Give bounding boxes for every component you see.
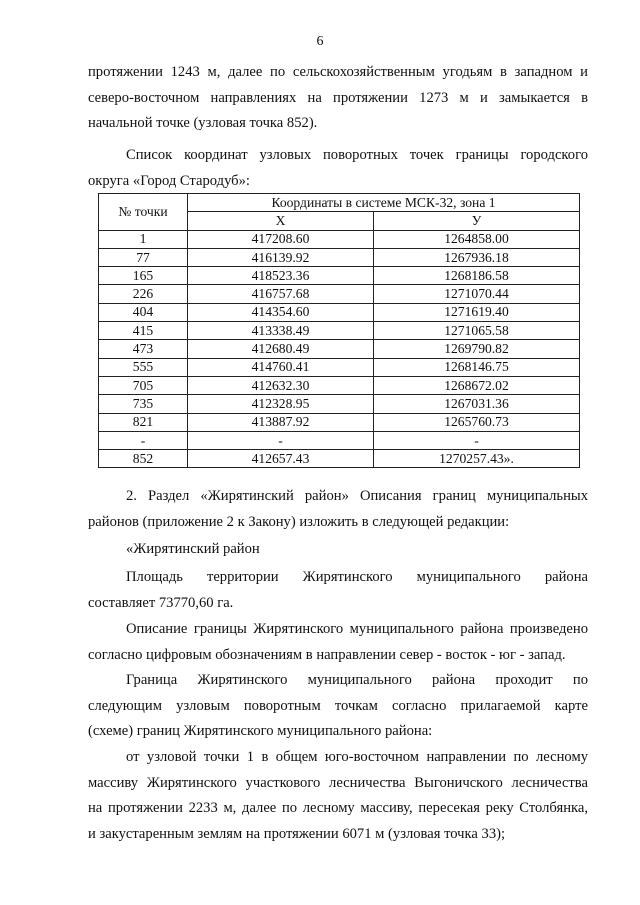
cell-x: 412680.49 — [188, 340, 374, 358]
cell-y: - — [374, 431, 580, 449]
intro-paragraph — [88, 60, 588, 137]
cell-x: 418523.36 — [188, 267, 374, 285]
text-line: протяжении 1243 м, далее по сельскохозяйственным угодьям в западном и — [88, 64, 588, 80]
cell-x: 417208.60 — [188, 230, 374, 248]
table-row — [99, 230, 580, 248]
header-point-number: № точки — [99, 194, 188, 231]
cell-y: 1271070.44 — [374, 285, 580, 303]
route-paragraph — [88, 745, 588, 847]
table-row — [99, 248, 580, 266]
cell-y: 1268672.02 — [374, 376, 580, 394]
area-paragraph — [88, 565, 588, 616]
text-line: начальной точке (узловая точка 852). — [88, 115, 318, 131]
text-line: округа «Город Стародуб»: — [88, 172, 250, 189]
text-line: районов (приложение 2 к Закону) изложить в следующей редакции: — [88, 513, 510, 530]
coordinates-list-title — [88, 143, 588, 194]
text-line: «Жирятинский район — [126, 541, 260, 557]
text-line: Список координат узловых поворотных точек границы городского — [126, 147, 588, 163]
coordinates-table — [98, 193, 580, 468]
cell-y: 1268146.75 — [374, 358, 580, 376]
table-row — [99, 303, 580, 321]
header-coordinates: Координаты в системе МСК-32, зона 1 — [188, 194, 580, 212]
table-row — [99, 413, 580, 431]
cell-y: 1265760.73 — [374, 413, 580, 431]
text-line: и закустаренным землям на протяжении 6071 м (узловая точка 33); — [88, 825, 506, 842]
cell-x: 412328.95 — [188, 395, 374, 413]
cell-x: - — [188, 431, 374, 449]
table-row — [99, 431, 580, 449]
text-line: Площадь территории Жирятинского муниципального района — [126, 569, 588, 585]
table-row — [99, 267, 580, 285]
table-row — [99, 285, 580, 303]
table-row — [99, 450, 580, 468]
text-line: согласно цифровым обозначениям в направлении север - восток - юг - запад. — [88, 646, 566, 663]
table-body — [99, 230, 580, 468]
cell-y: 1269790.82 — [374, 340, 580, 358]
cell-x: 413338.49 — [188, 322, 374, 340]
cell-point-number: 415 — [99, 322, 188, 340]
cell-x: 414354.60 — [188, 303, 374, 321]
text-line: следующим узловым поворотным точкам согласно прилагаемой карте — [88, 697, 588, 714]
cell-point-number: 404 — [99, 303, 188, 321]
cell-x: 416139.92 — [188, 248, 374, 266]
cell-y: 1264858.00 — [374, 230, 580, 248]
header-y: У — [374, 212, 580, 230]
cell-point-number: 705 — [99, 376, 188, 394]
text-line: Граница Жирятинского муниципального района проходит по — [126, 672, 588, 688]
table-row — [99, 376, 580, 394]
text-line: на протяжении 2233 м, далее по лесному массиву, пересекая реку Столбянка, — [88, 800, 588, 816]
table-row — [99, 358, 580, 376]
cell-point-number: 165 — [99, 267, 188, 285]
cell-y: 1267031.36 — [374, 395, 580, 413]
table-row — [99, 395, 580, 413]
cell-point-number: - — [99, 431, 188, 449]
cell-point-number: 226 — [99, 285, 188, 303]
cell-y: 1271065.58 — [374, 322, 580, 340]
cell-y: 1270257.43». — [374, 450, 580, 468]
text-line: 2. Раздел «Жирятинский район» Описания границ муниципальных — [126, 488, 588, 504]
cell-point-number: 821 — [99, 413, 188, 431]
text-line: Описание границы Жирятинского муниципального района произведено — [126, 621, 588, 637]
text-line: (схеме) границ Жирятинского муниципального района: — [88, 723, 433, 739]
text-line: массиву Жирятинского участкового лесничества Выгоничского лесничества — [88, 774, 588, 791]
table-row — [99, 340, 580, 358]
cell-point-number: 555 — [99, 358, 188, 376]
cell-y: 1268186.58 — [374, 267, 580, 285]
cell-x: 414760.41 — [188, 358, 374, 376]
description-paragraph — [88, 617, 588, 668]
border-paragraph — [88, 668, 588, 745]
cell-y: 1267936.18 — [374, 248, 580, 266]
section-2-paragraph — [88, 484, 588, 535]
cell-x: 412657.43 — [188, 450, 374, 468]
header-x: Х — [188, 212, 374, 230]
cell-point-number: 473 — [99, 340, 188, 358]
text-line: северо-восточном направлениях на протяжении 1273 м и замыкается в — [88, 89, 588, 106]
cell-point-number: 735 — [99, 395, 188, 413]
cell-y: 1271619.40 — [374, 303, 580, 321]
cell-x: 416757.68 — [188, 285, 374, 303]
cell-point-number: 852 — [99, 450, 188, 468]
cell-point-number: 1 — [99, 230, 188, 248]
table-row — [99, 322, 580, 340]
page-number: 6 — [316, 34, 324, 49]
text-line: от узловой точки 1 в общем юго-восточном направлении по лесному — [126, 749, 588, 765]
text-line: составляет 73770,60 га. — [88, 594, 234, 611]
district-heading — [88, 537, 588, 563]
cell-point-number: 77 — [99, 248, 188, 266]
cell-x: 413887.92 — [188, 413, 374, 431]
cell-x: 412632.30 — [188, 376, 374, 394]
